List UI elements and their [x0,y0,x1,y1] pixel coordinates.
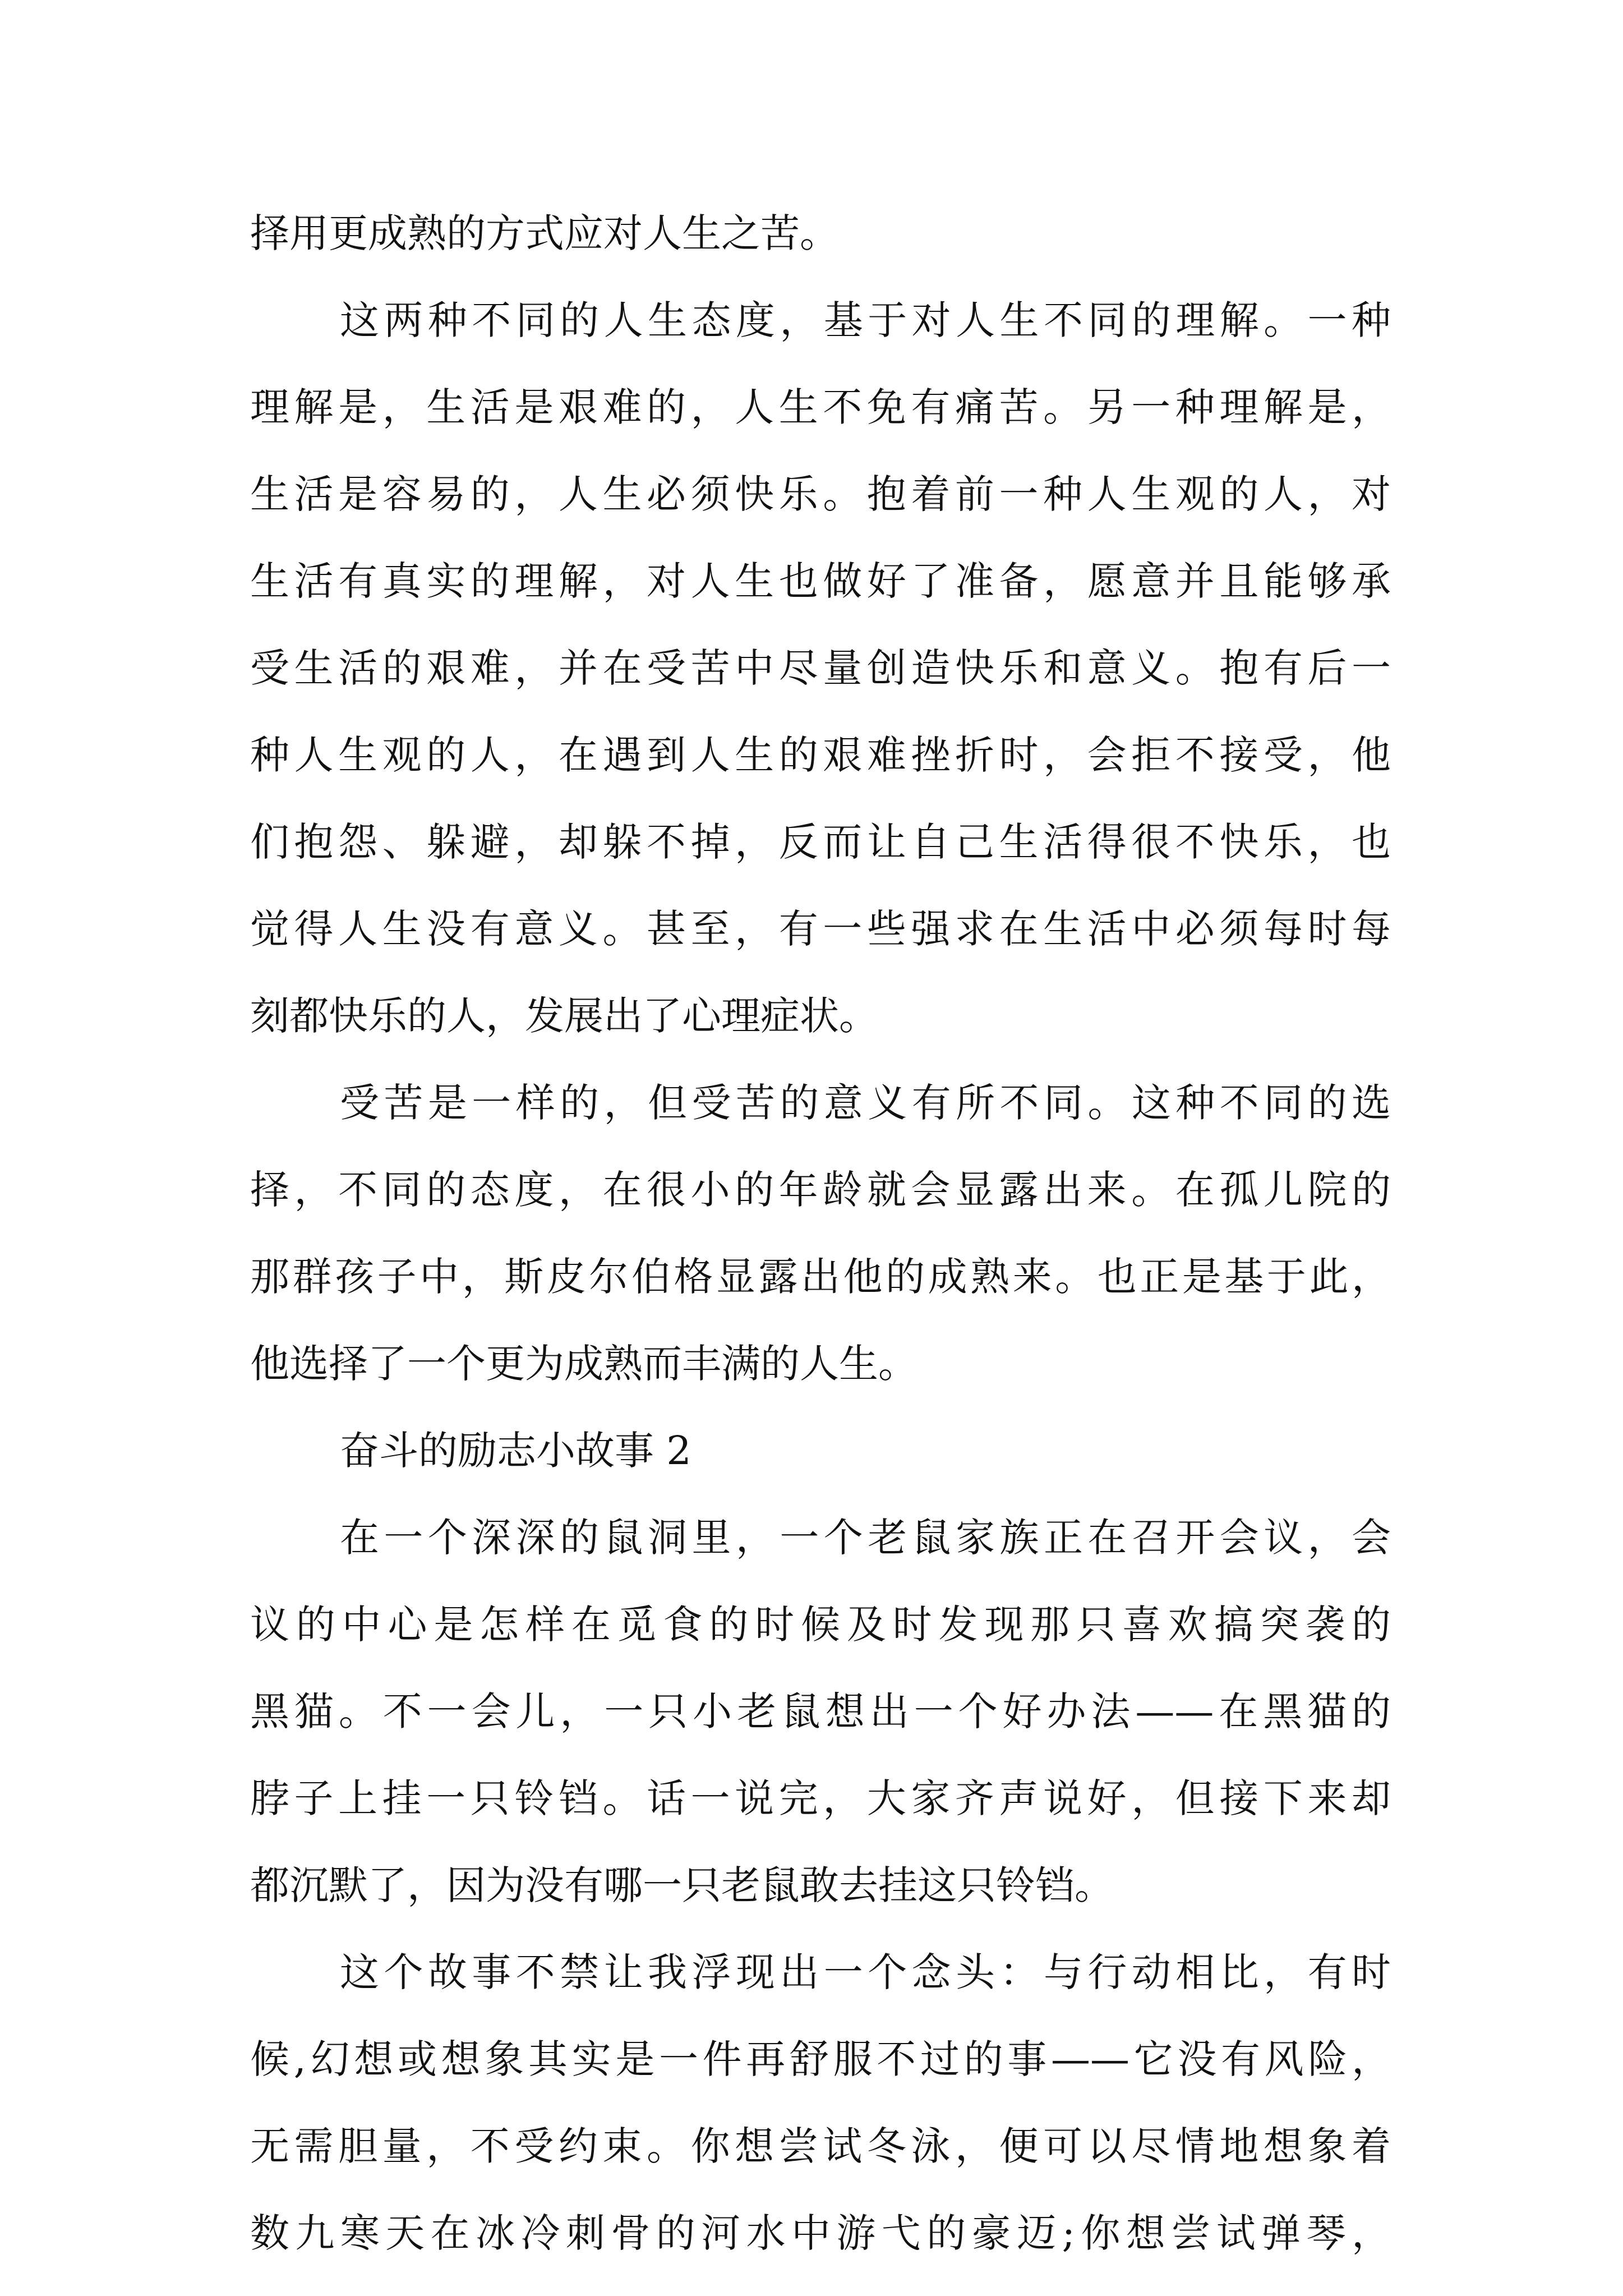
text-line: 择，不同的态度，在很小的年龄就会显露出来。在孤儿院的 [250,1167,1391,1213]
text-line: 生活有真实的理解，对人生也做好了准备，愿意并且能够承 [250,558,1391,604]
text-line: 无需胆量，不受约束。你想尝试冬泳，便可以尽情地想象着 [250,2123,1391,2169]
text-line: 们抱怨、躲避，却躲不掉，反而让自己生活得很不快乐，也 [250,819,1391,865]
text-line: 他选择了一个更为成熟而丰满的人生。 [250,1341,917,1387]
paragraph-first-line: 这两种不同的人生态度，基于对人生不同的理解。一种 [340,297,1391,343]
text-line: 觉得人生没有意义。甚至，有一些强求在生活中必须每时每 [250,906,1391,952]
text-line: 都沉默了，因为没有哪一只老鼠敢去挂这只铃铛。 [250,1862,1114,1908]
paragraph-first-line: 这个故事不禁让我浮现出一个念头：与行动相比，有时 [340,1949,1391,1995]
text-line: 受生活的艰难，并在受苦中尽量创造快乐和意义。抱有后一 [250,645,1391,691]
paragraph-first-line: 在一个深深的鼠洞里，一个老鼠家族正在召开会议，会 [340,1515,1391,1561]
text-line: 择用更成熟的方式应对人生之苦。 [250,210,839,256]
paragraph-first-line: 受苦是一样的，但受苦的意义有所不同。这种不同的选 [340,1080,1391,1126]
text-line: 刻都快乐的人，发展出了心理症状。 [250,993,878,1039]
text-line: 黑猫。不一会儿，一只小老鼠想出一个好办法——在黑猫的 [250,1688,1391,1734]
text-line: 种人生观的人，在遇到人生的艰难挫折时，会拒不接受，他 [250,732,1391,778]
text-line: 理解是，生活是艰难的，人生不免有痛苦。另一种理解是， [250,384,1391,430]
text-line: 数九寒天在冰冷刺骨的河水中游弋的豪迈;你想尝试弹琴， [250,2210,1391,2256]
text-line: 候,幻想或想象其实是一件再舒服不过的事——它没有风险， [250,2036,1391,2082]
text-line: 生活是容易的，人生必须快乐。抱着前一种人生观的人，对 [250,471,1391,517]
text-line: 脖子上挂一只铃铛。话一说完，大家齐声说好，但接下来却 [250,1775,1391,1821]
section-heading: 奋斗的励志小故事 2 [340,1428,691,1474]
text-line: 议的中心是怎样在觅食的时候及时发现那只喜欢搞突袭的 [250,1602,1391,1648]
text-line: 那群孩子中，斯皮尔伯格显露出他的成熟来。也正是基于此， [250,1254,1391,1300]
